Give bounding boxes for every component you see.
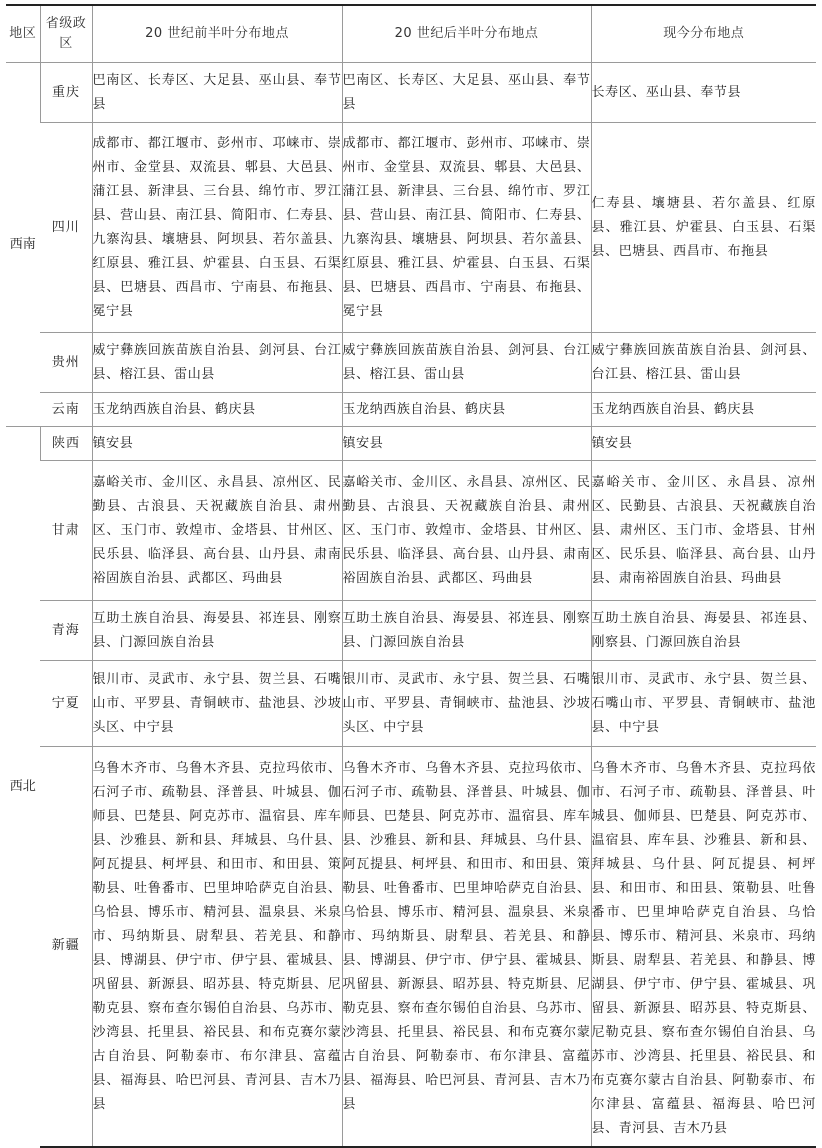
current-locations: 仁寿县、壤塘县、若尔盖县、红原县、雅江县、炉霍县、白玉县、石渠县、巴塘县、西昌市、布拖县 [591,123,816,333]
current-locations: 威宁彝族回族苗族自治县、剑河县、台江县、榕江县、雷山县 [591,333,816,393]
table-row [6,747,816,1147]
header-early-20th-century: 20 世纪前半叶分布地点 [92,5,342,63]
current-locations: 互助土族自治县、海晏县、祁连县、刚察县、门源回族自治县 [591,601,816,661]
province-cell: 云南 [40,393,92,427]
table-row [6,333,816,393]
late-20th-locations: 互助土族自治县、海晏县、祁连县、刚察县、门源回族自治县 [342,601,591,661]
table-row [6,427,816,461]
early-20th-locations: 互助土族自治县、海晏县、祁连县、刚察县、门源回族自治县 [92,601,342,661]
province-cell: 甘肃 [40,461,92,601]
late-20th-locations: 乌鲁木齐市、乌鲁木齐县、克拉玛依市、石河子市、疏勒县、泽普县、叶城县、伽师县、巴楚县、阿克苏市、温宿县、库车县、沙雅县、新和县、拜城县、乌什县、阿瓦提县、柯坪县、和田市、和田县、策勒县、吐鲁番市、巴里坤哈萨克自治县、乌恰县、博乐市、精河县、温泉县、米泉市、玛纳斯县、尉犁县、若羌县、和静县、博湖县、伊宁市、伊宁县、霍城县、巩留县、新源县、昭苏县、特克斯县、尼勒克县、察布查尔锡伯自治县、乌苏市、沙湾县、托里县、裕民县、和布克赛尔蒙古自治县、阿勒泰市、布尔津县、富蕴县、福海县、哈巴河县、青河县、吉木乃县 [342,747,591,1147]
header-region: 地区 [6,5,40,63]
distribution-table [6,4,816,1148]
early-20th-locations: 银川市、灵武市、永宁县、贺兰县、石嘴山市、平罗县、青铜峡市、盐池县、沙坡头区、中宁县 [92,661,342,747]
table-row [6,601,816,661]
early-20th-locations: 成都市、都江堰市、彭州市、邛崃市、崇州市、金堂县、双流县、郫县、大邑县、蒲江县、新津县、三台县、绵竹市、罗江县、营山县、南江县、简阳市、仁寿县、九寨沟县、壤塘县、阿坝县、若尔盖县、红原县、雅江县、炉霍县、白玉县、石渠县、巴塘县、西昌市、宁南县、布拖县、冕宁县 [92,123,342,333]
province-cell: 宁夏 [40,661,92,747]
current-locations: 镇安县 [591,427,816,461]
province-cell: 重庆 [40,63,92,123]
late-20th-locations: 玉龙纳西族自治县、鹤庆县 [342,393,591,427]
table-row [6,123,816,333]
current-locations: 长寿区、巫山县、奉节县 [591,63,816,123]
region-southwest: 西南 [6,63,40,427]
region-northwest: 西北 [6,427,40,1147]
table-row [6,393,816,427]
current-locations: 银川市、灵武市、永宁县、贺兰县、石嘴山市、平罗县、青铜峡市、盐池县、中宁县 [591,661,816,747]
table-row [6,63,816,123]
header-row [6,5,816,63]
current-locations: 嘉峪关市、金川区、永昌县、凉州区、民勤县、古浪县、天祝藏族自治县、肃州区、玉门市、金塔县、甘州区、民乐县、临泽县、高台县、山丹县、肃南裕固族自治县、玛曲县 [591,461,816,601]
table-row [6,461,816,601]
current-locations: 玉龙纳西族自治县、鹤庆县 [591,393,816,427]
province-cell: 新疆 [40,747,92,1147]
header-current: 现今分布地点 [591,5,816,63]
late-20th-locations: 嘉峪关市、金川区、永昌县、凉州区、民勤县、古浪县、天祝藏族自治县、肃州区、玉门市、敦煌市、金塔县、甘州区、民乐县、临泽县、高台县、山丹县、肃南裕固族自治县、武都区、玛曲县 [342,461,591,601]
early-20th-locations: 威宁彝族回族苗族自治县、剑河县、台江县、榕江县、雷山县 [92,333,342,393]
province-cell: 贵州 [40,333,92,393]
province-cell: 四川 [40,123,92,333]
header-province: 省级政区 [40,5,92,63]
late-20th-locations: 巴南区、长寿区、大足县、巫山县、奉节县 [342,63,591,123]
province-cell: 青海 [40,601,92,661]
early-20th-locations: 玉龙纳西族自治县、鹤庆县 [92,393,342,427]
early-20th-locations: 巴南区、长寿区、大足县、巫山县、奉节县 [92,63,342,123]
early-20th-locations: 镇安县 [92,427,342,461]
province-cell: 陕西 [40,427,92,461]
early-20th-locations: 乌鲁木齐市、乌鲁木齐县、克拉玛依市、石河子市、疏勒县、泽普县、叶城县、伽师县、巴楚县、阿克苏市、温宿县、库车县、沙雅县、新和县、拜城县、乌什县、阿瓦提县、柯坪县、和田市、和田县、策勒县、吐鲁番市、巴里坤哈萨克自治县、乌恰县、博乐市、精河县、温泉县、米泉市、玛纳斯县、尉犁县、若羌县、和静县、博湖县、伊宁市、伊宁县、霍城县、巩留县、新源县、昭苏县、特克斯县、尼勒克县、察布查尔锡伯自治县、乌苏市、沙湾县、托里县、裕民县、和布克赛尔蒙古自治县、阿勒泰市、布尔津县、富蕴县、福海县、哈巴河县、青河县、吉木乃县 [92,747,342,1147]
header-late-20th-century: 20 世纪后半叶分布地点 [342,5,591,63]
table-row [6,661,816,747]
early-20th-locations: 嘉峪关市、金川区、永昌县、凉州区、民勤县、古浪县、天祝藏族自治县、肃州区、玉门市、敦煌市、金塔县、甘州区、民乐县、临泽县、高台县、山丹县、肃南裕固族自治县、武都区、玛曲县 [92,461,342,601]
late-20th-locations: 镇安县 [342,427,591,461]
late-20th-locations: 银川市、灵武市、永宁县、贺兰县、石嘴山市、平罗县、青铜峡市、盐池县、沙坡头区、中宁县 [342,661,591,747]
current-locations: 乌鲁木齐市、乌鲁木齐县、克拉玛依市、石河子市、疏勒县、泽普县、叶城县、伽师县、巴楚县、阿克苏市、温宿县、库车县、沙雅县、新和县、拜城县、乌什县、阿瓦提县、柯坪县、和田市、和田县、策勒县、吐鲁番市、巴里坤哈萨克自治县、乌恰县、博乐市、精河县、米泉市、玛纳斯县、尉犁县、若羌县、和静县、博湖县、伊宁市、伊宁县、霍城县、巩留县、新源县、昭苏县、特克斯县、尼勒克县、察布查尔锡伯自治县、乌苏市、沙湾县、托里县、裕民县、和布克赛尔蒙古自治县、阿勒泰市、布尔津县、富蕴县、福海县、哈巴河县、青河县、吉木乃县 [591,747,816,1147]
late-20th-locations: 成都市、都江堰市、彭州市、邛崃市、崇州市、金堂县、双流县、郫县、大邑县、蒲江县、新津县、三台县、绵竹市、罗江县、营山县、南江县、简阳市、仁寿县、九寨沟县、壤塘县、阿坝县、若尔盖县、红原县、雅江县、炉霍县、白玉县、石渠县、巴塘县、西昌市、宁南县、布拖县、冕宁县 [342,123,591,333]
late-20th-locations: 威宁彝族回族苗族自治县、剑河县、台江县、榕江县、雷山县 [342,333,591,393]
